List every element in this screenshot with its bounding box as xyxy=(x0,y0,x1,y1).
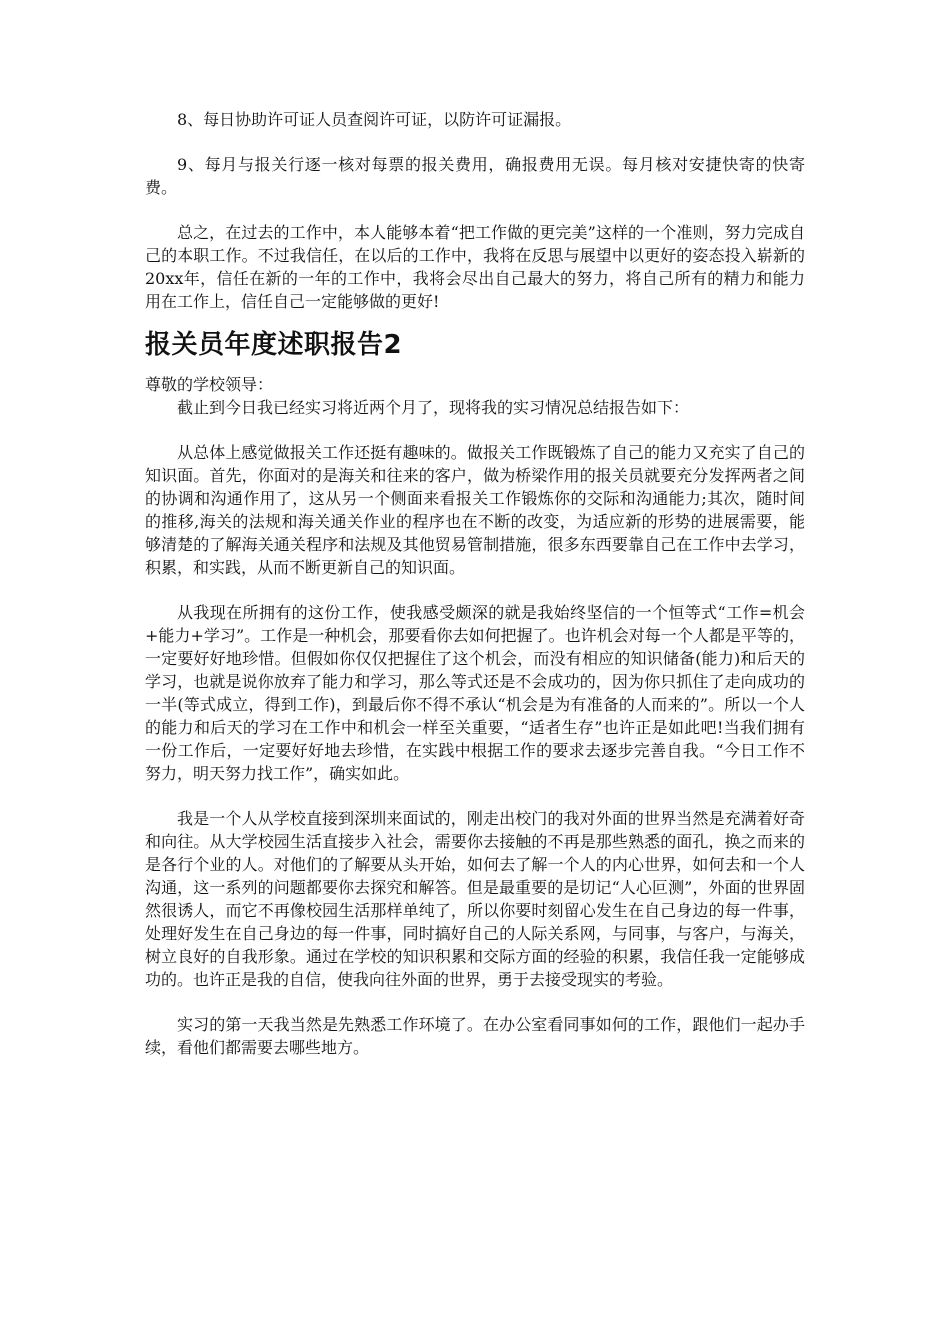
paragraph-body: 从总体上感觉做报关工作还挺有趣味的。做报关工作既锻炼了自己的能力又充实了自己的知识面。首先，你面对的是海关和往来的客户，做为桥梁作用的报关员就要充分发挥两者之间的协调和沟通作用了，这从另一个侧面来看报关工作锻炼你的交际和沟通能力;其次，随时间的推移,海关的法规和海关通关作业的程序也在不断的改变，为适应新的形势的进展需要，能够清楚的了解海关通关程序和法规及其他贸易管制措施，很多东西要靠自己在工作中去学习，积累，和实践，从而不断更新自己的知识面。 xyxy=(145,443,805,577)
paragraph-body: 实习的第一天我当然是先熟悉工作环境了。在办公室看同事如何的工作，跟他们一起办手续，看他们都需要去哪些地方。 xyxy=(145,1015,805,1057)
section-heading: 报关员年度述职报告2 xyxy=(145,330,403,360)
document-page xyxy=(145,108,805,1059)
salutation: 尊敬的学校领导： xyxy=(145,375,274,394)
paragraph-intro: 截止到今日我已经实习将近两个月了，现将我的实习情况总结报告如下： xyxy=(177,398,690,417)
paragraph-body: 从我现在所拥有的这份工作，使我感受颇深的就是我始终坚信的一个恒等式“工作=机会+能力+学习”。工作是一种机会，那要看你去如何把握了。也许机会对每一个人都是平等的，一定要好好地珍惜。但假如你仅仅把握住了这个机会，而没有相应的知识储备(能力)和后天的学习，也就是说你放弃了能力和学习，那么等式还是不会成功的，因为你只抓住了走向成功的一半(等式成立，得到工作)，到最后你不得不承认“机会是为有准备的人而来的”。所以一个人的能力和后天的学习在工作中和机会一样至关重要，“适者生存”也许正是如此吧!当我们拥有一份工作后，一定要好好地去珍惜，在实践中根据工作的要求去逐步完善自我。“今日工作不努力，明天努力找工作”，确实如此。 xyxy=(145,603,805,783)
paragraph-item-9: 9、每月与报关行逐一核对每票的报关费用，确报费用无误。每月核对安捷快寄的快寄费。 xyxy=(145,155,805,197)
paragraph-summary: 总之，在过去的工作中，本人能够本着“把工作做的更完美”这样的一个准则，努力完成自己的本职工作。不过我信任，在以后的工作中，我将在反思与展望中以更好的姿态投入崭新的20xx年，信任在新的一年的工作中，我将会尽出自己最大的努力，将自己所有的精力和能力用在工作上，信任自己一定能够做的更好! xyxy=(145,223,805,311)
paragraph-body: 我是一个人从学校直接到深圳来面试的，刚走出校门的我对外面的世界当然是充满着好奇和向往。从大学校园生活直接步入社会，需要你去接触的不再是那些熟悉的面孔，换之而来的是各行个业的人。对他们的了解要从头开始，如何去了解一个人的内心世界，如何去和一个人沟通，这一系列的问题都要你去探究和解答。但是最重要的是切记“人心叵测”，外面的世界固然很诱人，而它不再像校园生活那样单纯了，所以你要时刻留心发生在自己身边的每一件事，处理好发生在自己身边的每一件事，同时搞好自己的人际关系网，与同事，与客户，与海关，树立良好的自我形象。通过在学校的知识积累和交际方面的经验的积累，我信任我一定能够成功的。也许正是我的自信，使我向往外面的世界，勇于去接受现实的考验。 xyxy=(145,809,805,989)
paragraph-item-8: 8、每日协助许可证人员查阅许可证，以防许可证漏报。 xyxy=(177,110,572,129)
